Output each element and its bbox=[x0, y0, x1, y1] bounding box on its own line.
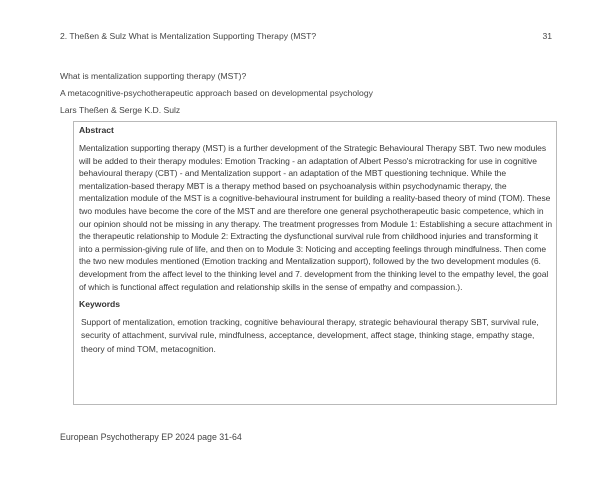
article-meta bbox=[60, 70, 550, 121]
article-title: What is mentalization supporting therapy (MST)? bbox=[60, 71, 247, 81]
page-number: 31 bbox=[542, 31, 552, 41]
article-authors: Lars Theßen & Serge K.D. Sulz bbox=[60, 105, 181, 115]
footer-citation: European Psychotherapy EP 2024 page 31-64 bbox=[60, 432, 242, 442]
abstract-heading: Abstract bbox=[79, 125, 114, 135]
keywords-heading: Keywords bbox=[79, 299, 121, 310]
keywords-text: Support of mentalization, emotion tracking, cognitive behavioural therapy, strategic behavioural therapy SBT, survival rule, security of attachment, survival rule, mindfulness, acceptance, development, affect stage, thinking stage, empathy stage, theory of mind TOM, metacognition. bbox=[81, 317, 539, 354]
abstract-box bbox=[73, 121, 557, 405]
running-title: 2. Theßen & Sulz What is Mentalization Supporting Therapy (MST? bbox=[60, 31, 317, 41]
abstract-text: Mentalization supporting therapy (MST) is a further development of the Strategic Behavioural Therapy SBT. Two new modules will be added to their therapy modules: Emotion Tracking - an adaptation of Albert Pesso's microtracking for use in cognitive behavioural therapy (CBT) - and Mentalization support - an adaptation of the MBT questioning technique. While the mentalization-based therapy MBT is a therapy method based on psychoanalysis within psychodynamic therapy, the mentalization module of the MST is a cognitive-behavioural instrument for building a reality-based theory of mind (TOM). These two modules have become the core of the MST and are therefore one general psychotherapeutic basic competence, which in our opinion should not be missing in any therapy. The treatment progresses from Module 1: Establishing a secure attachment in the therapeutic relationship to Module 2: Extracting the dysfunctional survival rule from childhood injuries and transforming it into a permission-giving rule of life, and then on to Module 3: Noticing and accepting feelings through mindfulness. Then come the two new modules mentioned (Emotion tracking and Mentalization support), followed by the two development modules (6. development from the affect level to the thinking level and 7. development from the thinking level to the empathy level, the goal of which is functional affect regulation and relationship skills in the sense of empathy and compassion.). bbox=[79, 143, 553, 292]
running-head bbox=[60, 31, 552, 41]
article-subtitle: A metacognitive-psychotherapeutic approach based on developmental psychology bbox=[60, 88, 373, 98]
